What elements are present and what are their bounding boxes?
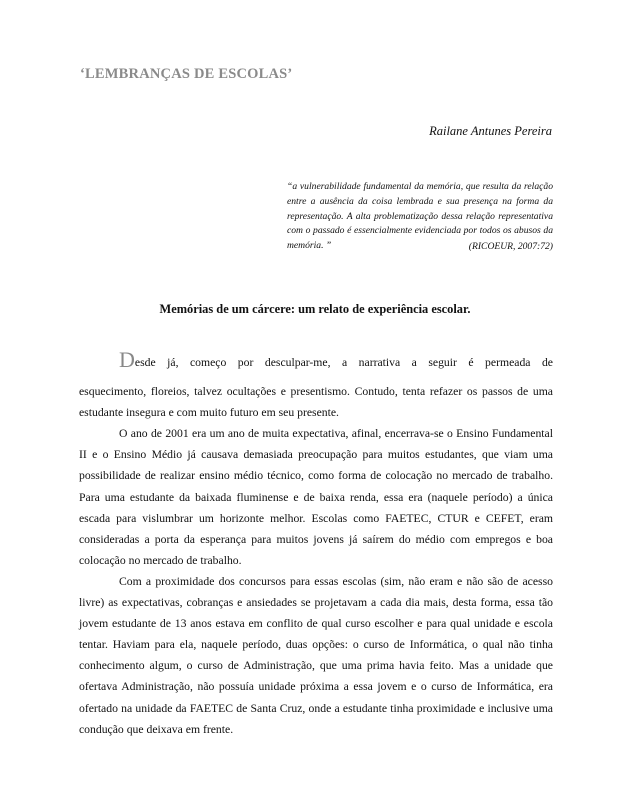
- paragraph-3: Com a proximidade dos concursos para essas escolas (sim, não eram e não são de acesso livre) as expectativas, cobranças e ansiedades se projetavam a cada dia mais, desta forma, essa tão jovem estudante de 13 anos estava em conflito de qual curso escolher e para qual unidade e escola tentar. Haviam para ela, naquele período, duas opções: o curso de Informática, o qual não tinha conhecimento algum, o curso de Administração, que uma prima havia feito. Mas a unidade que ofertava Administração, não possuía unidade próxima a essa jovem e o curso de Informática, era ofertado na unidade da FAETEC de Santa Cruz, onde a estudante tinha proximidade e inclusive uma condução que deixava em frente.: [79, 574, 553, 736]
- section-subtitle: Memórias de um cárcere: um relato de experiência escolar.: [159, 302, 471, 316]
- paragraph-1: [79, 345, 553, 373]
- epigraph-source: (RICOEUR, 2007:72): [468, 241, 553, 252]
- paragraph-1-continued: esquecimento, floreios, talvez ocultações e presentismo. Contudo, tenta refazer os passos de uma estudante insegura e com muito futuro em seu presente.: [79, 385, 553, 420]
- paragraph-2: O ano de 2001 era um ano de muita expectativa, afinal, encerrava-se o Ensino Fundamental II e o Ensino Médio já causava demasiada preocupação para muitos estudantes, que viam uma possibilidade de realizar ensino médio técnico, como forma de colocação no mercado de trabalho. Para uma estudante da baixada fluminense e de baixa renda, essa era (naquele período) a única escada para vislumbrar um horizonte melhor. Escolas como FAETEC, CTUR e CEFET, eram consideradas a porta da esperança para muitos jovens já saírem do médio com empregos e boa colocação no mercado de trabalho.: [79, 427, 553, 567]
- document-title: ‘LEMBRANÇAS DE ESCOLAS’: [80, 66, 293, 82]
- body-text: [79, 345, 553, 740]
- epigraph-quote: “a vulnerabilidade fundamental da memória, que resulta da relação entre a ausência da coisa lembrada e sua presença na forma da representação. A alta problematização dessa relação representativa com o passado é essencialmente evidenciada por todos os abusos da memória. ”: [287, 181, 553, 252]
- paragraph-1-line1-text: esde já, começo por desculpar-me, a narrativa a seguir é permeada de: [134, 356, 553, 369]
- paragraph-1-first-line: [79, 345, 553, 373]
- author-name: Railane Antunes Pereira: [429, 124, 552, 138]
- drop-cap: D: [119, 347, 135, 372]
